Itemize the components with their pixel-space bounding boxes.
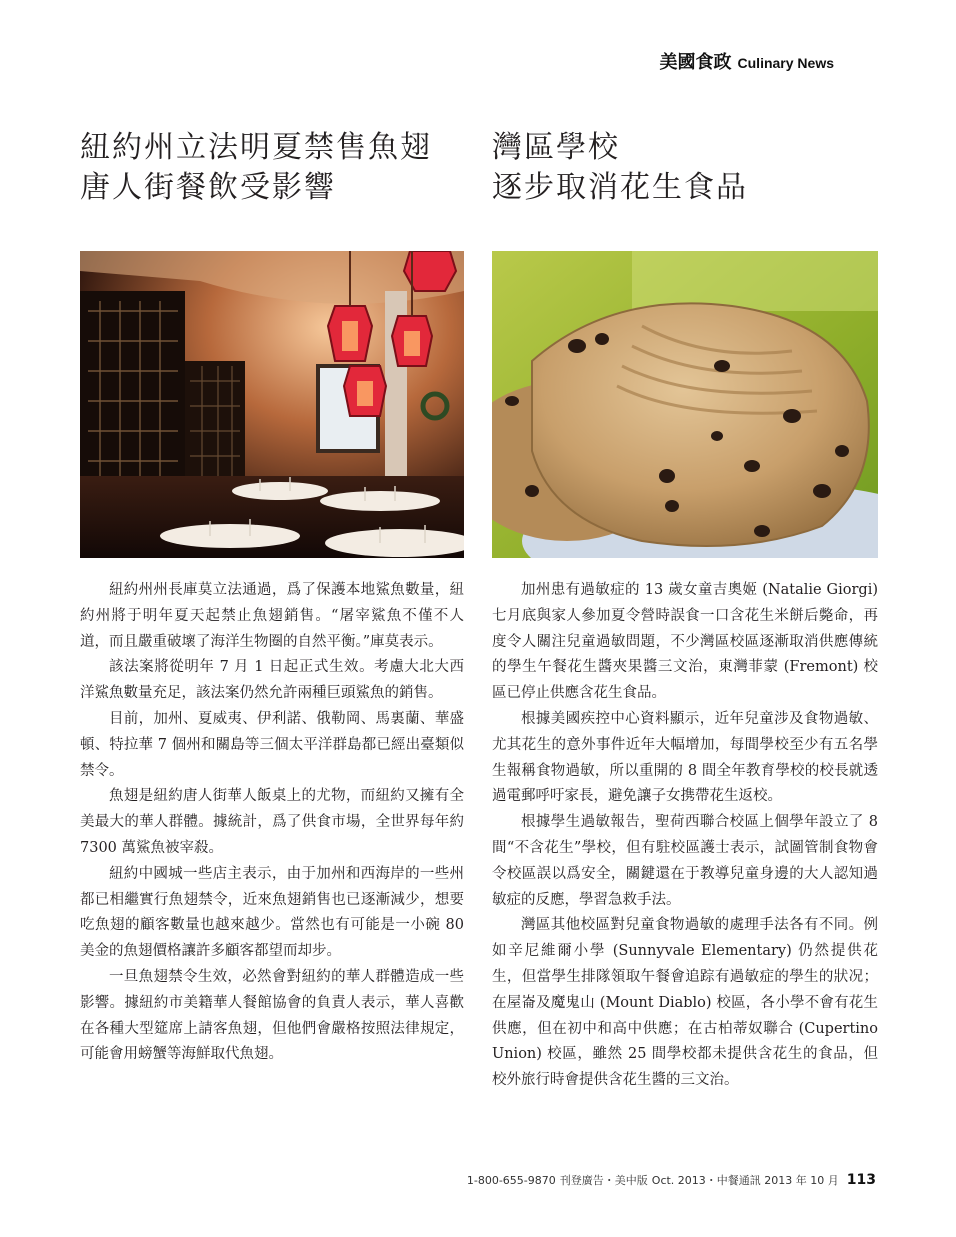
- paragraph: 一旦魚翅禁令生效，必然會對紐約的華人群體造成一些影響。據紐約市美籍華人餐館協會的負責人表示，華人喜歡在各種大型筵席上請客魚翅，但他們會嚴格按照法律規定，可能會用螃蟹等海鮮取代魚翅。: [80, 968, 464, 1063]
- headline-line: 唐人街餐飲受影響: [80, 170, 336, 205]
- paragraph: 目前，加州、夏威夷、伊利諾、俄勒岡、馬裏蘭、華盛頓、特拉華 7 個州和關島等三個太平洋群島都已經出臺類似禁令。: [80, 710, 464, 779]
- restaurant-interior-image: [80, 251, 464, 558]
- paragraph: 加州患有過敏症的 13 歲女童吉奧姬 (Natalie Giorgi) 七月底與家人參加夏令營時誤食一口含花生米餅后斃命，再度令人關注兒童過敏問題，不少灣區校區逐漸取消供應傳統的學生午餐花生醬夾果醬三文治，東灣菲蒙 (Fremont) 校區已停止供應含花生食品。: [492, 582, 878, 702]
- headline-line: 紐約州立法明夏禁售魚翅: [80, 130, 432, 165]
- headline-line: 逐步取消花生食品: [492, 170, 748, 205]
- footer-ad-note: 刊登廣告・美中版: [559, 1174, 648, 1187]
- section-header: [660, 48, 834, 74]
- cookie-photo: [492, 251, 878, 558]
- headline-line: 灣區學校: [492, 130, 620, 165]
- peanut-cookie-image: [492, 251, 878, 558]
- paragraph: 根據美國疾控中心資料顯示，近年兒童涉及食物過敏、尤其花生的意外事件近年大幅增加，每間學校至少有五名學生報稱食物過敏，所以重開的 8 間全年教育學校的校長就透過電郵呼吁家長，避免讓子女携帶花生返校。: [492, 710, 878, 805]
- section-title-zh: 美國食政: [659, 52, 732, 73]
- article-body: [80, 578, 464, 1068]
- page-footer: [467, 1172, 876, 1188]
- restaurant-photo: [80, 251, 464, 558]
- footer-issue: Oct. 2013・中餐通訊 2013 年 10 月: [651, 1174, 839, 1187]
- paragraph: 該法案將從明年 7 月 1 日起正式生效。考慮大北大西洋鯊魚數量充足，該法案仍然允許兩種巨頭鯊魚的銷售。: [80, 659, 464, 702]
- section-title-en: Culinary News: [737, 55, 834, 71]
- article-headline: [80, 128, 464, 208]
- paragraph: 根據學生過敏報告，聖荷西聯合校區上個學年設立了 8 間“不含花生”學校，但有駐校區護士表示，試圖管制食物會令校區誤以爲安全，關鍵還在于教導兒童身邊的大人認知過敏症的反應，學習急救手法。: [492, 814, 878, 908]
- article-body: [492, 578, 878, 1094]
- paragraph: 紐約州州長庫莫立法通過，爲了保護本地鯊魚數量，紐約州將于明年夏天起禁止魚翅銷售。“屠宰鯊魚不僅不人道，而且嚴重破壞了海洋生物圈的自然平衡。”庫莫表示。: [80, 582, 464, 650]
- paragraph: 灣區其他校區對兒童食物過敏的處理手法各有不同。例如辛尼維爾小學 (Sunnyvale Elementary) 仍然提供花生，但當學生排隊領取午餐會追踪有過敏症的學生的狀况；在屋崙及魔鬼山 (Mount Diablo) 校區，各小學不會有花生供應，但在初中和高中供應；在古柏蒂奴聯合 (Cupertino Union) 校區，雖然 25 間學校都未提供含花生的食品，但校外旅行時會提供含花生醬的三文治。: [492, 917, 878, 1089]
- article-headline: [492, 128, 878, 208]
- footer-phone: 1-800-655-9870: [466, 1174, 556, 1187]
- page-number: 113: [846, 1172, 876, 1188]
- paragraph: 魚翅是紐約唐人街華人飯桌上的尤物，而紐約又擁有全美最大的華人群體。據統計，爲了供食市場，全世界每年約 7300 萬鯊魚被宰殺。: [80, 788, 464, 856]
- paragraph: 紐約中國城一些店主表示，由于加州和西海岸的一些州都已相繼實行魚翅禁令，近來魚翅銷售也已逐漸減少，想要吃魚翅的顧客數量也越來越少。當然也有可能是一小碗 80 美金的魚翅價格讓許多顧客都望而却步。: [80, 865, 464, 960]
